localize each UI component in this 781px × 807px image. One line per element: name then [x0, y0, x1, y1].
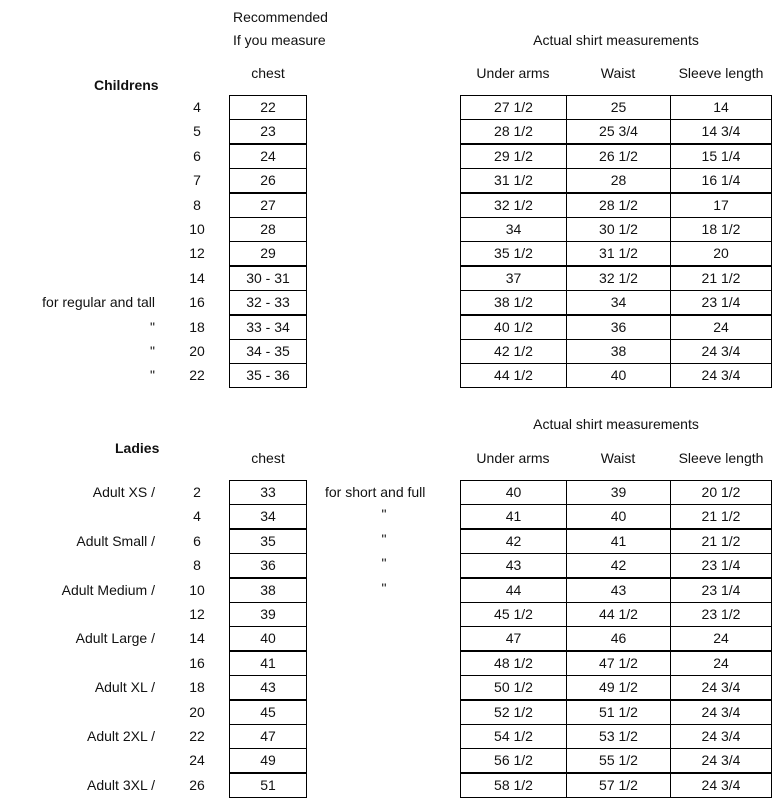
- childrens-waist-cell: 25 3/4: [566, 119, 671, 144]
- ladies-under-arms-cell: 54 1/2: [460, 724, 567, 749]
- ladies-row-label: Adult 2XL /: [87, 728, 155, 744]
- childrens-size-label: 8: [193, 197, 201, 213]
- ladies-under-arms-cell: 58 1/2: [460, 773, 567, 798]
- ladies-size-label: 26: [189, 777, 205, 793]
- childrens-size-label: 5: [193, 123, 201, 139]
- ladies-chest-cell: 35: [229, 529, 307, 554]
- childrens-chest-cell: 23: [229, 119, 307, 144]
- childrens-sleeve-cell: 14: [670, 95, 772, 120]
- ladies-chest-cell: 33: [229, 480, 307, 505]
- childrens-actual-measurements-title: Actual shirt measurements: [533, 32, 699, 48]
- ladies-actual-measurements-title: Actual shirt measurements: [533, 416, 699, 432]
- ladies-waist-cell: 57 1/2: [566, 773, 671, 798]
- childrens-sleeve-cell: 24: [670, 315, 772, 340]
- ladies-sleeve-cell: 21 1/2: [670, 504, 772, 529]
- childrens-under-arms-cell: 42 1/2: [460, 339, 567, 364]
- ladies-under-arms-cell: 45 1/2: [460, 602, 567, 627]
- ladies-sleeve-cell: 24: [670, 626, 772, 651]
- childrens-waist-cell: 25: [566, 95, 671, 120]
- childrens-sleeve-cell: 24 3/4: [670, 363, 772, 388]
- ladies-chest-cell: 36: [229, 553, 307, 578]
- ladies-chest-cell: 43: [229, 675, 307, 700]
- ladies-waist-cell: 53 1/2: [566, 724, 671, 749]
- childrens-under-arms-cell: 34: [460, 217, 567, 242]
- ladies-row-label: Adult XL /: [94, 679, 155, 695]
- childrens-waist-cell: 31 1/2: [566, 241, 671, 266]
- childrens-under-arms-cell: 44 1/2: [460, 363, 567, 388]
- ladies-row-note: for short and full: [325, 484, 426, 500]
- ladies-waist-cell: 51 1/2: [566, 700, 671, 725]
- childrens-sleeve-cell: 15 1/4: [670, 144, 772, 169]
- ladies-row-label: Adult XS /: [92, 484, 155, 500]
- ladies-waist-cell: 43: [566, 578, 671, 603]
- childrens-sleeve-header: Sleeve length: [678, 65, 764, 81]
- ladies-waist-cell: 42: [566, 553, 671, 578]
- childrens-size-label: 20: [189, 343, 205, 359]
- ladies-size-label: 6: [193, 533, 201, 549]
- ladies-size-label: 8: [193, 557, 201, 573]
- childrens-under-arms-cell: 29 1/2: [460, 144, 567, 169]
- ladies-chest-cell: 34: [229, 504, 307, 529]
- childrens-waist-cell: 26 1/2: [566, 144, 671, 169]
- ladies-chest-cell: 41: [229, 651, 307, 676]
- childrens-size-label: 10: [189, 221, 205, 237]
- childrens-chest-cell: 28: [229, 217, 307, 242]
- ladies-under-arms-cell: 47: [460, 626, 567, 651]
- ladies-chest-cell: 39: [229, 602, 307, 627]
- ladies-row-note: ": [381, 506, 387, 522]
- childrens-chest-cell: 34 - 35: [229, 339, 307, 364]
- ladies-sleeve-cell: 24: [670, 651, 772, 676]
- ladies-size-label: 16: [189, 655, 205, 671]
- ladies-row-label: Adult Small /: [76, 533, 155, 549]
- ladies-chest-cell: 49: [229, 748, 307, 773]
- ladies-under-arms-cell: 44: [460, 578, 567, 603]
- childrens-title: Childrens: [94, 77, 159, 93]
- ladies-under-arms-cell: 52 1/2: [460, 700, 567, 725]
- ladies-title: Ladies: [115, 440, 160, 456]
- ladies-size-label: 18: [189, 679, 205, 695]
- childrens-chest-cell: 32 - 33: [229, 290, 307, 315]
- ladies-size-label: 12: [189, 606, 205, 622]
- childrens-size-label: 14: [189, 270, 205, 286]
- ladies-sleeve-cell: 23 1/2: [670, 602, 772, 627]
- ladies-chest-cell: 51: [229, 773, 307, 798]
- childrens-sleeve-cell: 24 3/4: [670, 339, 772, 364]
- childrens-chest-header: chest: [251, 65, 285, 81]
- ladies-chest-cell: 38: [229, 578, 307, 603]
- ladies-under-arms-cell: 56 1/2: [460, 748, 567, 773]
- childrens-size-label: 18: [189, 319, 205, 335]
- childrens-under-arms-cell: 35 1/2: [460, 241, 567, 266]
- ladies-chest-cell: 40: [229, 626, 307, 651]
- ladies-waist-cell: 40: [566, 504, 671, 529]
- recommended-heading-line2: If you measure: [233, 32, 326, 48]
- ladies-under-arms-cell: 43: [460, 553, 567, 578]
- childrens-size-label: 22: [189, 367, 205, 383]
- ladies-row-note: ": [381, 531, 387, 547]
- childrens-sleeve-cell: 20: [670, 241, 772, 266]
- childrens-chest-cell: 29: [229, 241, 307, 266]
- childrens-chest-cell: 30 - 31: [229, 266, 307, 291]
- ladies-under-arms-header: Under arms: [476, 450, 550, 466]
- ladies-row-label: Adult 3XL /: [87, 777, 155, 793]
- childrens-row-note: ": [150, 343, 155, 359]
- ladies-under-arms-cell: 48 1/2: [460, 651, 567, 676]
- recommended-heading-line1: Recommended: [233, 9, 328, 25]
- ladies-waist-cell: 44 1/2: [566, 602, 671, 627]
- ladies-waist-header: Waist: [600, 450, 636, 466]
- ladies-size-label: 14: [189, 630, 205, 646]
- childrens-waist-header: Waist: [600, 65, 636, 81]
- ladies-waist-cell: 55 1/2: [566, 748, 671, 773]
- ladies-sleeve-cell: 23 1/4: [670, 553, 772, 578]
- ladies-under-arms-cell: 41: [460, 504, 567, 529]
- ladies-sleeve-cell: 24 3/4: [670, 773, 772, 798]
- ladies-sleeve-cell: 20 1/2: [670, 480, 772, 505]
- ladies-sleeve-cell: 23 1/4: [670, 578, 772, 603]
- ladies-row-label: Adult Large /: [75, 630, 155, 646]
- ladies-waist-cell: 47 1/2: [566, 651, 671, 676]
- ladies-waist-cell: 39: [566, 480, 671, 505]
- childrens-waist-cell: 28: [566, 168, 671, 193]
- childrens-waist-cell: 38: [566, 339, 671, 364]
- ladies-size-label: 22: [189, 728, 205, 744]
- childrens-waist-cell: 30 1/2: [566, 217, 671, 242]
- childrens-size-label: 12: [189, 245, 205, 261]
- childrens-waist-cell: 28 1/2: [566, 193, 671, 218]
- childrens-row-note: for regular and tall: [42, 294, 155, 310]
- childrens-waist-cell: 32 1/2: [566, 266, 671, 291]
- childrens-size-label: 4: [193, 99, 201, 115]
- childrens-under-arms-cell: 27 1/2: [460, 95, 567, 120]
- childrens-sleeve-cell: 16 1/4: [670, 168, 772, 193]
- childrens-under-arms-cell: 38 1/2: [460, 290, 567, 315]
- childrens-sleeve-cell: 14 3/4: [670, 119, 772, 144]
- childrens-sleeve-cell: 18 1/2: [670, 217, 772, 242]
- ladies-waist-cell: 46: [566, 626, 671, 651]
- childrens-size-label: 6: [193, 148, 201, 164]
- ladies-size-label: 2: [193, 484, 201, 500]
- childrens-row-note: ": [150, 319, 155, 335]
- ladies-waist-cell: 49 1/2: [566, 675, 671, 700]
- childrens-sleeve-cell: 17: [670, 193, 772, 218]
- childrens-chest-cell: 27: [229, 193, 307, 218]
- childrens-under-arms-header: Under arms: [476, 65, 550, 81]
- childrens-waist-cell: 36: [566, 315, 671, 340]
- ladies-sleeve-cell: 24 3/4: [670, 748, 772, 773]
- childrens-under-arms-cell: 40 1/2: [460, 315, 567, 340]
- childrens-chest-cell: 33 - 34: [229, 315, 307, 340]
- ladies-sleeve-cell: 24 3/4: [670, 700, 772, 725]
- ladies-size-label: 10: [189, 582, 205, 598]
- ladies-chest-cell: 45: [229, 700, 307, 725]
- ladies-size-label: 20: [189, 704, 205, 720]
- childrens-chest-cell: 22: [229, 95, 307, 120]
- ladies-sleeve-header: Sleeve length: [678, 450, 764, 466]
- ladies-sleeve-cell: 21 1/2: [670, 529, 772, 554]
- childrens-under-arms-cell: 28 1/2: [460, 119, 567, 144]
- ladies-chest-header: chest: [251, 450, 285, 466]
- childrens-under-arms-cell: 37: [460, 266, 567, 291]
- ladies-row-note: ": [381, 580, 387, 596]
- ladies-waist-cell: 41: [566, 529, 671, 554]
- childrens-under-arms-cell: 31 1/2: [460, 168, 567, 193]
- ladies-chest-cell: 47: [229, 724, 307, 749]
- ladies-row-label: Adult Medium /: [61, 582, 155, 598]
- ladies-size-label: 24: [189, 752, 205, 768]
- childrens-chest-cell: 35 - 36: [229, 363, 307, 388]
- childrens-sleeve-cell: 23 1/4: [670, 290, 772, 315]
- childrens-chest-cell: 24: [229, 144, 307, 169]
- childrens-sleeve-cell: 21 1/2: [670, 266, 772, 291]
- ladies-row-note: ": [381, 555, 387, 571]
- childrens-waist-cell: 40: [566, 363, 671, 388]
- ladies-size-label: 4: [193, 508, 201, 524]
- ladies-under-arms-cell: 40: [460, 480, 567, 505]
- childrens-row-note: ": [150, 367, 155, 383]
- childrens-waist-cell: 34: [566, 290, 671, 315]
- childrens-size-label: 7: [193, 172, 201, 188]
- childrens-chest-cell: 26: [229, 168, 307, 193]
- ladies-sleeve-cell: 24 3/4: [670, 675, 772, 700]
- childrens-under-arms-cell: 32 1/2: [460, 193, 567, 218]
- childrens-size-label: 16: [189, 294, 205, 310]
- ladies-under-arms-cell: 42: [460, 529, 567, 554]
- ladies-under-arms-cell: 50 1/2: [460, 675, 567, 700]
- ladies-sleeve-cell: 24 3/4: [670, 724, 772, 749]
